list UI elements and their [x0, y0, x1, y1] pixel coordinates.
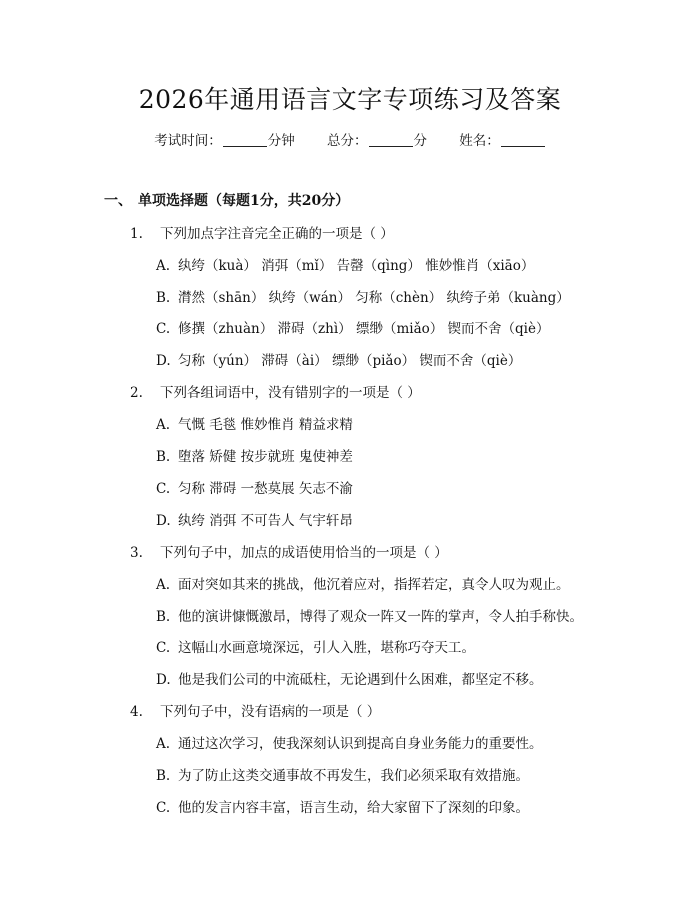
- option-letter: B.: [156, 290, 171, 306]
- option-letter: C.: [156, 321, 171, 337]
- question-text: 下列加点字注音完全正确的一项是（ ）: [160, 226, 394, 242]
- option: [156, 319, 550, 339]
- option-letter: D.: [156, 353, 171, 369]
- option-text: 他的演讲慷慨激昂，博得了观众一阵又一阵的掌声，令人拍手称快。: [178, 609, 583, 625]
- question-stem: [130, 543, 448, 563]
- option-text: 这幅山水画意境深远，引人入胜，堪称巧夺天工。: [178, 640, 475, 656]
- option: [156, 288, 570, 308]
- name-label: 姓名：: [459, 133, 500, 149]
- option-text: 匀称 滞碍 一愁莫展 矢志不渝: [178, 481, 353, 497]
- question-text: 下列各组词语中，没有错别字的一项是（ ）: [160, 385, 421, 401]
- option-letter: C.: [156, 481, 171, 497]
- option-letter: A.: [156, 736, 171, 752]
- score-label: 总分：: [327, 133, 368, 149]
- option-text: 通过这次学习，使我深刻认识到提高自身业务能力的重要性。: [178, 736, 543, 752]
- option: [156, 766, 529, 786]
- question-text: 下列句子中，加点的成语使用恰当的一项是（ ）: [160, 545, 448, 561]
- name-field: [459, 131, 546, 151]
- option: [156, 607, 583, 627]
- score-field: [327, 131, 427, 151]
- option: [156, 575, 570, 595]
- option-letter: B.: [156, 768, 171, 784]
- option: [156, 511, 353, 531]
- option-letter: A.: [156, 577, 171, 593]
- option: [156, 798, 529, 818]
- time-field: [154, 131, 295, 151]
- time-label: 考试时间：: [154, 133, 222, 149]
- score-unit: 分: [413, 133, 427, 149]
- option-letter: A.: [156, 417, 171, 433]
- option-text: 为了防止这类交通事故不再发生，我们必须采取有效措施。: [178, 768, 529, 784]
- option: [156, 351, 521, 371]
- option-text: 潸然（shān） 纨绔（wán） 匀称（chèn） 纨绔子弟（kuàng）: [178, 290, 570, 306]
- score-blank: [369, 132, 413, 147]
- option-letter: B.: [156, 449, 171, 465]
- option-letter: C.: [156, 640, 171, 656]
- question-stem: [130, 224, 394, 244]
- option: [156, 670, 543, 690]
- option: [156, 415, 353, 435]
- section-number: 一、: [104, 193, 132, 209]
- option-letter: C.: [156, 800, 171, 816]
- option: [156, 447, 353, 467]
- time-unit: 分钟: [267, 133, 295, 149]
- option: [156, 638, 475, 658]
- question-number: 3.: [130, 545, 143, 561]
- exam-meta: [0, 131, 700, 151]
- time-blank: [223, 132, 267, 147]
- option: [156, 479, 353, 499]
- question-stem: [130, 383, 421, 403]
- name-blank: [501, 132, 545, 147]
- option-letter: D.: [156, 513, 171, 529]
- option-text: 面对突如其来的挑战，他沉着应对，指挥若定，真令人叹为观止。: [178, 577, 570, 593]
- question-number: 1.: [130, 226, 143, 242]
- option: [156, 734, 543, 754]
- question-text: 下列句子中，没有语病的一项是（ ）: [160, 704, 381, 720]
- question-number: 2.: [130, 385, 143, 401]
- option-text: 纨绔 消弭 不可告人 气宇轩昂: [178, 513, 353, 529]
- option-letter: D.: [156, 672, 171, 688]
- option-text: 纨绔（kuà） 消弭（mǐ） 告罄（qìng） 惟妙惟肖（xiāo）: [178, 258, 535, 274]
- option-text: 气慨 毛毯 惟妙惟肖 精益求精: [178, 417, 353, 433]
- section-title: 单项选择题（每题1分，共20分）: [138, 193, 350, 209]
- option: [156, 256, 534, 276]
- option-letter: B.: [156, 609, 171, 625]
- option-text: 堕落 矫健 按步就班 鬼使神差: [178, 449, 353, 465]
- question-stem: [130, 702, 380, 722]
- option-text: 修撰（zhuàn） 滞碍（zhì） 缥缈（miǎo） 锲而不舍（qiè）: [178, 321, 550, 337]
- option-text: 匀称（yún） 滞碍（ài） 缥缈（piǎo） 锲而不舍（qiè）: [178, 353, 522, 369]
- question-number: 4.: [130, 704, 143, 720]
- section-heading: [104, 190, 349, 212]
- option-letter: A.: [156, 258, 171, 274]
- option-text: 他是我们公司的中流砥柱，无论遇到什么困难，都坚定不移。: [178, 672, 543, 688]
- page-title: 2026年通用语言文字专项练习及答案: [138, 85, 562, 114]
- option-text: 他的发言内容丰富，语言生动，给大家留下了深刻的印象。: [178, 800, 529, 816]
